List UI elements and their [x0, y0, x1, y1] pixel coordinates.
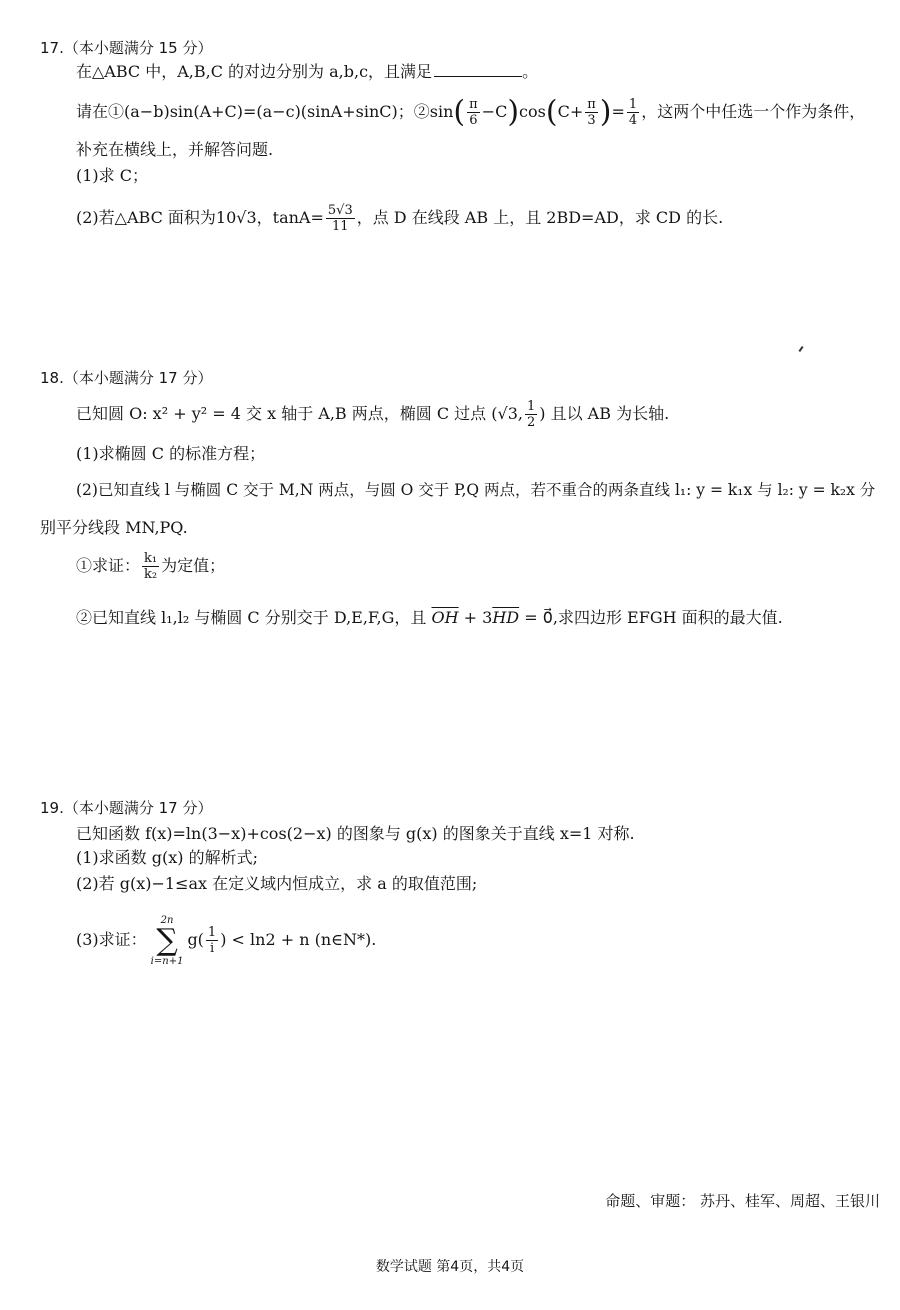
- q18-intro: [76, 396, 669, 432]
- credits: 命题、审题： 苏丹、桂军、周超、王银川: [605, 1192, 880, 1210]
- q17-conditions: [76, 96, 865, 128]
- frac-num: k₁: [144, 551, 158, 566]
- q17-cond2-d: =: [611, 102, 625, 121]
- q18-header: 18.（本小题满分 17 分）: [40, 369, 213, 387]
- tanA-fraction: [326, 203, 355, 234]
- q19-part3-g: g(: [187, 930, 204, 949]
- q18-part2-line2: 别平分线段 MN,PQ.: [40, 518, 188, 537]
- q18-sub1-a: ①求证：: [76, 556, 141, 575]
- q17-header: 17.（本小题满分 15 分）: [40, 39, 213, 57]
- stray-mark: [798, 346, 803, 352]
- q17-cond2-a: −C: [481, 102, 508, 121]
- frac-num: 5√3: [327, 203, 353, 218]
- q18-intro-b: ) 且以 AB 为长轴.: [539, 404, 670, 423]
- sum-upper-limit: 2n: [160, 914, 174, 926]
- q18-sub1-b: 为定值；: [161, 556, 226, 575]
- vector-OH: $\overline{OH}$: [431, 608, 459, 627]
- frac-num: π: [469, 97, 478, 112]
- frac-den: i: [209, 941, 215, 956]
- q17-intro: [76, 60, 538, 84]
- frac-num: 1: [526, 399, 536, 414]
- page-footer: 数学试题 第4页，共4页: [375, 1259, 525, 1275]
- q19-part1: (1)求函数 g(x) 的解析式;: [76, 848, 258, 867]
- frac-den: 4: [628, 113, 638, 128]
- q19-intro: 已知函数 f(x)=ln(3−x)+cos(2−x) 的图象与 g(x) 的图象关于直线 x=1 对称.: [76, 824, 635, 843]
- q18-sub2: [76, 606, 783, 630]
- pi-over-3: [585, 97, 598, 128]
- q17-cond2-c: C+: [557, 102, 584, 121]
- q19-part2: (2)若 g(x)−1≤ax 在定义域内恒成立，求 a 的取值范围;: [76, 874, 478, 893]
- q19-part3: [76, 912, 376, 968]
- pi-over-6: [467, 97, 480, 128]
- q18-sub2-mid: + 3: [458, 608, 493, 627]
- q17-cond1: (a−b)sin(A+C)=(a−c)(sinA+sinC)；②sin: [124, 102, 454, 121]
- answer-blank: [434, 60, 522, 77]
- rparen: ): [507, 94, 520, 130]
- q18-intro-a: 已知圆 O: x² + y² = 4 交 x 轴于 A,B 两点，椭圆 C 过点 (√3,: [76, 404, 523, 423]
- q17-part2-a: (2)若△ABC 面积为10√3，tanA=: [76, 208, 324, 227]
- summation: [151, 915, 184, 967]
- frac-den: 3: [587, 113, 596, 128]
- q19-part3-a: (3)求证：: [76, 930, 147, 949]
- frac-den: 6: [469, 113, 478, 128]
- q17-fill: 补充在横线上，并解答问题.: [76, 140, 274, 159]
- frac-den: 2: [526, 415, 536, 430]
- half-fraction: [525, 399, 537, 430]
- vector-HD: $\overline{HD}$: [492, 608, 520, 627]
- q17-cond2-b: cos: [519, 102, 546, 121]
- one-quarter: [627, 97, 639, 128]
- frac-num: 1: [628, 97, 638, 112]
- q19-header: 19.（本小题满分 17 分）: [40, 799, 213, 817]
- sum-lower-limit: i=n+1: [150, 955, 184, 967]
- frac-num: π: [587, 97, 596, 112]
- q17-part1: (1)求 C；: [76, 166, 148, 185]
- frac-den: 11: [332, 219, 349, 234]
- q17-intro-end: 。: [522, 62, 539, 81]
- q17-cond-prefix: 请在①: [76, 102, 125, 121]
- q18-sub1: [76, 546, 225, 586]
- q17-part2: [76, 198, 723, 238]
- one-over-i: [206, 925, 218, 956]
- frac-den: k₂: [144, 567, 158, 582]
- frac-num: 1: [207, 925, 217, 940]
- sigma-symbol: ∑: [156, 922, 178, 958]
- q17-intro-text: 在△ABC 中，A,B,C 的对边分别为 a,b,c，且满足: [76, 62, 433, 81]
- q18-sub2-b: = 0⃗,求四边形 EFGH 面积的最大值.: [519, 608, 783, 627]
- k-ratio-fraction: [142, 551, 159, 582]
- q18-part2-line1: (2)已知直线 l 与椭圆 C 交于 M,N 两点，与圆 O 交于 P,Q 两点，若不重合的两条直线 l₁: y = k₁x 与 l₂: y = k₂x 分: [76, 481, 876, 499]
- q19-part3-b: ) < ln2 + n (n∈N*).: [220, 930, 377, 949]
- q18-sub2-a: ②已知直线 l₁,l₂ 与椭圆 C 分别交于 D,E,F,G，且: [76, 608, 432, 627]
- q17-cond-suffix: ，这两个中任选一个作为条件，: [641, 102, 866, 121]
- rparen: ): [599, 94, 612, 130]
- q18-part1: (1)求椭圆 C 的标准方程；: [76, 444, 266, 463]
- q17-part2-b: ，点 D 在线段 AB 上，且 2BD=AD，求 CD 的长.: [356, 208, 724, 227]
- lparen: (: [453, 94, 466, 130]
- lparen: (: [545, 94, 558, 130]
